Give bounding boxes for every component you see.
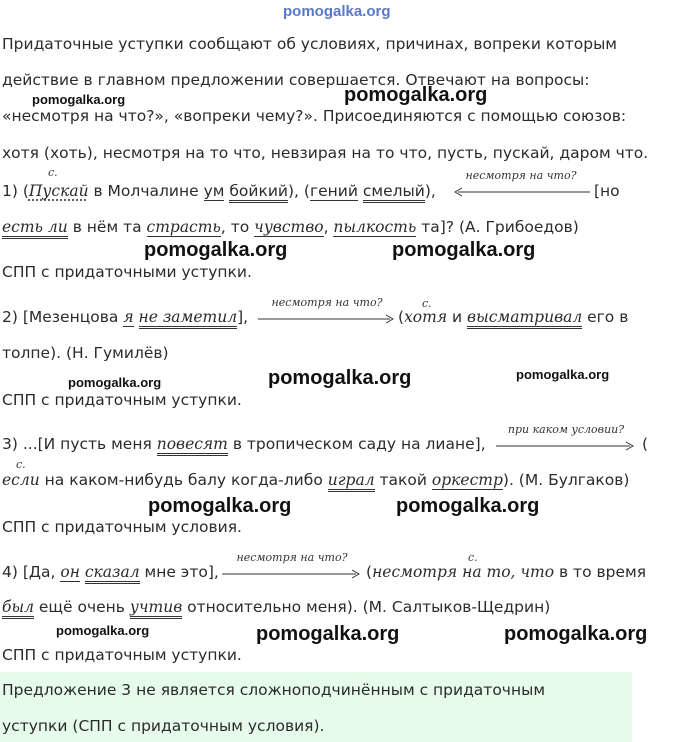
example-2-line-1b: (хотя и высматривал его в: [398, 307, 628, 327]
example-3-line-1: 3) ...[И пусть меня повесят в тропическом саду на лиане],: [2, 434, 486, 454]
conjunction-mark: с.: [48, 166, 58, 179]
question-arrow-right: несмотря на что?: [222, 566, 362, 580]
watermark: pomogalka.org: [344, 84, 488, 106]
watermark: pomogalka.org: [396, 495, 540, 517]
example-4-line-1b: (несмотря на то, что в то время: [366, 563, 647, 581]
example-4-line-2: был ещё очень учтив относительно меня). (М. Салтыков-Щедрин): [2, 597, 550, 617]
example-1-tail: [но: [594, 182, 620, 200]
watermark: pomogalka.org: [56, 623, 150, 638]
watermark: pomogalka.org: [144, 239, 288, 261]
watermark: pomogalka.org: [148, 495, 292, 517]
conjunction-mark: с.: [422, 297, 432, 310]
watermark: pomogalka.org: [516, 367, 610, 382]
conclusion-line-1: Предложение 3 не является сложноподчинённым с придаточным: [2, 681, 546, 699]
watermark: pomogalka.org: [32, 92, 126, 107]
watermark-top: pomogalka.org: [283, 3, 391, 20]
example-1-line-2: есть ли в нём та страсть, то чувство, пылкость та]? (А. Грибоедов): [2, 217, 579, 237]
arrow-left-icon: [452, 185, 590, 199]
intro-line-2: действие в главном предложении совершается. Отвечают на вопросы:: [2, 71, 590, 89]
intro-line-3: «несмотря на что?», «вопреки чему?». Присоединяются с помощью союзов:: [2, 107, 627, 125]
watermark: pomogalka.org: [268, 367, 412, 389]
conjunction-mark: с.: [16, 458, 26, 471]
example-4-result: СПП с придаточным уступки.: [2, 646, 242, 664]
example-4-line-1a: 4) [Да, он сказал мне это],: [2, 562, 219, 582]
question-arrow-left: несмотря на что?: [452, 184, 590, 198]
example-3-result: СПП с придаточным условия.: [2, 518, 242, 536]
conclusion-line-2: уступки (СПП с придаточным условия).: [2, 717, 325, 735]
arrow-right-icon: [222, 567, 362, 581]
arrow-right-icon: [258, 312, 396, 326]
example-1-line-1: 1) (Пускай в Молчалине ум бойкий), (гений смелый),: [2, 181, 436, 201]
example-2-line-2: толпе). (Н. Гумилёв): [2, 344, 169, 362]
watermark: pomogalka.org: [504, 623, 648, 645]
predicate-word: смелый: [363, 182, 425, 203]
subject-word: Пускай: [28, 182, 89, 200]
question-arrow-right: при каком условии?: [496, 438, 636, 452]
conjunction-mark: с.: [468, 551, 478, 564]
intro-line-1: Придаточные уступки сообщают об условиях, причинах, вопреки которым: [2, 35, 617, 53]
watermark: pomogalka.org: [392, 239, 536, 261]
example-1-result: СПП с придаточными уступки.: [2, 263, 252, 281]
subject-word: гений: [309, 182, 358, 200]
example-3-line-2: если на каком-нибудь балу когда-либо играл такой оркестр). (М. Булгаков): [2, 470, 629, 490]
subject-word: ум: [203, 182, 225, 200]
example-2-result: СПП с придаточным уступки.: [2, 391, 242, 409]
example-2-line-1a: 2) [Мезенцова я не заметил],: [2, 307, 248, 327]
example-3-paren: (: [642, 435, 649, 453]
predicate-word: бойкий: [229, 182, 288, 203]
question-arrow-right: несмотря на что?: [258, 311, 396, 325]
intro-line-4: хотя (хоть), несмотря на то что, невзирая на то что, пусть, пускай, даром что.: [2, 144, 649, 162]
watermark: pomogalka.org: [256, 623, 400, 645]
watermark: pomogalka.org: [68, 375, 162, 390]
arrow-right-icon: [496, 439, 636, 453]
